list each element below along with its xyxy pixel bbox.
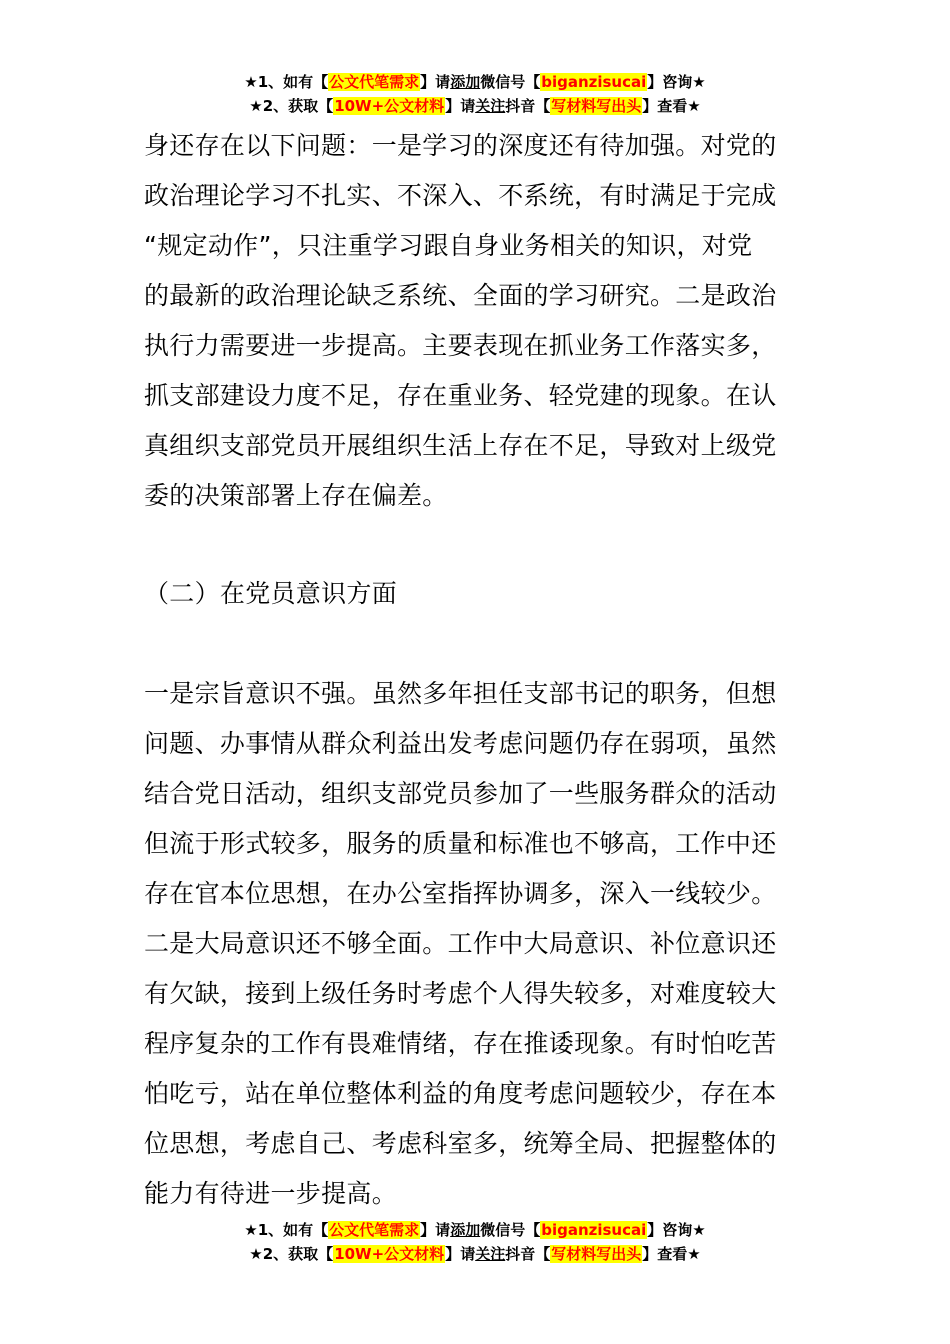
text-line: 委的决策部署上存在偏差。: [144, 481, 448, 510]
banner-text: ★1、如有【: [244, 73, 329, 91]
footer-banner: [0, 1218, 950, 1266]
banner-text: 】咨询★: [647, 73, 706, 91]
banner-text: 】请: [445, 97, 476, 115]
text-line: “规定动作”，只注重学习跟自身业务相关的知识，对党: [144, 231, 753, 260]
text-line: 二是大局意识还不够全面。工作中大局意识、补位意识还: [144, 929, 777, 958]
banner-underlined-text: 关注: [475, 1245, 506, 1263]
banner-text: 微信号【: [480, 1221, 541, 1239]
banner-highlight: 写材料写出头: [551, 1245, 642, 1263]
header-banner: [0, 70, 950, 118]
banner-text: 】请: [420, 1221, 451, 1239]
banner-text: 】咨询★: [647, 1221, 706, 1239]
text-line: 存在官本位思想，在办公室指挥协调多，深入一线较少。: [144, 879, 777, 908]
banner-text: 抖音【: [505, 97, 551, 115]
banner-line-2: [0, 1242, 950, 1266]
banner-text: 微信号【: [480, 73, 541, 91]
text-line: 有欠缺，接到上级任务时考虑个人得失较多，对难度较大: [144, 979, 777, 1008]
text-line: 位思想，考虑自己、考虑科室多，统筹全局、把握整体的: [144, 1129, 777, 1158]
section-heading: [144, 569, 814, 619]
text-line: 一是宗旨意识不强。虽然多年担任支部书记的职务，但想: [144, 679, 777, 708]
banner-line-2: [0, 94, 950, 118]
paragraph-1: [144, 121, 814, 521]
text-line: 的最新的政治理论缺乏系统、全面的学习研究。二是政治: [144, 281, 777, 310]
banner-text: ★2、获取【: [249, 97, 334, 115]
banner-highlight: 10W+公文材料: [334, 1245, 445, 1263]
banner-highlight: 写材料写出头: [551, 97, 642, 115]
text-line: 程序复杂的工作有畏难情绪，存在推诿现象。有时怕吃苦: [144, 1029, 777, 1058]
banner-text: 】查看★: [642, 97, 701, 115]
text-line: 能力有待进一步提高。: [144, 1179, 398, 1208]
text-line: 真组织支部党员开展组织生活上存在不足，导致对上级党: [144, 431, 777, 460]
text-line: 怕吃亏，站在单位整体利益的角度考虑问题较少，存在本: [144, 1079, 777, 1108]
banner-highlight: 10W+公文材料: [334, 97, 445, 115]
banner-highlight: 公文代笔需求: [329, 1221, 420, 1239]
banner-text: ★1、如有【: [244, 1221, 329, 1239]
text-line: 结合党日活动，组织支部党员参加了一些服务群众的活动: [144, 779, 777, 808]
banner-highlight: 公文代笔需求: [329, 73, 420, 91]
banner-text: ★2、获取【: [249, 1245, 334, 1263]
banner-underlined-text: 添加: [450, 1221, 481, 1239]
banner-text: 】请: [445, 1245, 476, 1263]
banner-text: 】查看★: [642, 1245, 701, 1263]
banner-text: 抖音【: [505, 1245, 551, 1263]
banner-line-1: [0, 1218, 950, 1242]
banner-text: 】请: [420, 73, 451, 91]
text-line: 抓支部建设力度不足，存在重业务、轻党建的现象。在认: [144, 381, 777, 410]
text-line: 问题、办事情从群众利益出发考虑问题仍存在弱项，虽然: [144, 729, 777, 758]
banner-underlined-text: 关注: [475, 97, 506, 115]
text-line: 身还存在以下问题：一是学习的深度还有待加强。对党的: [144, 131, 777, 160]
banner-highlight: biganzisucai: [541, 73, 647, 91]
paragraph-2: [144, 669, 814, 1219]
section-heading-text: （二）在党员意识方面: [144, 579, 398, 608]
text-line: 执行力需要进一步提高。主要表现在抓业务工作落实多，: [144, 331, 777, 360]
text-line: 政治理论学习不扎实、不深入、不系统，有时满足于完成: [144, 181, 777, 210]
banner-highlight: biganzisucai: [541, 1221, 647, 1239]
banner-line-1: [0, 70, 950, 94]
banner-underlined-text: 添加: [450, 73, 481, 91]
text-line: 但流于形式较多，服务的质量和标准也不够高，工作中还: [144, 829, 777, 858]
